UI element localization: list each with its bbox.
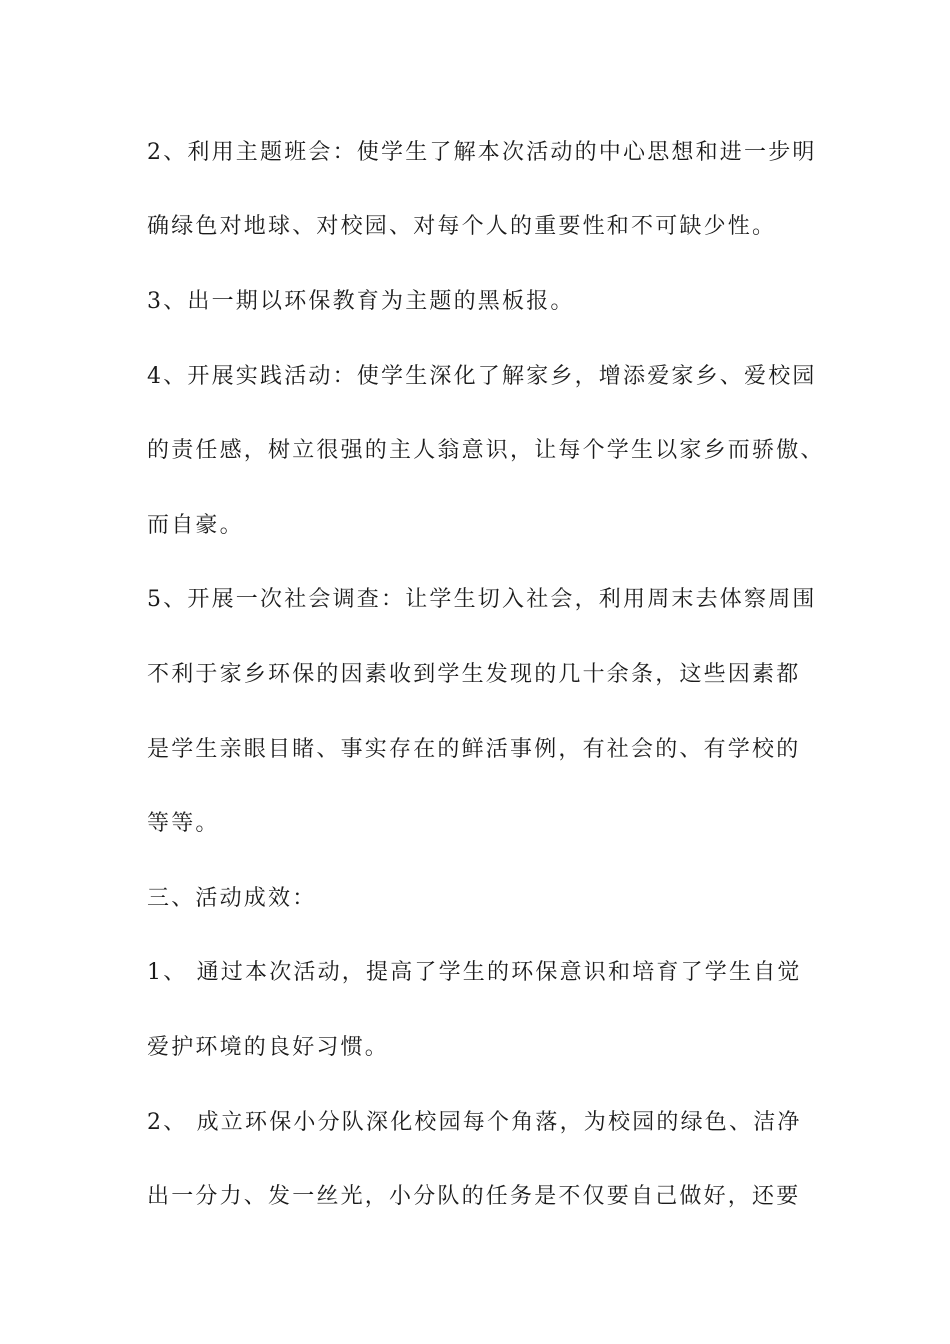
paragraph-line: 是学生亲眼目睹、事实存在的鲜活事例，有社会的、有学校的 xyxy=(147,737,801,762)
paragraph-line: 3、出一期以环保教育为主题的黑板报。 xyxy=(147,289,575,314)
paragraph-line: 5、开展一次社会调查：让学生切入社会，利用周末去体察周围 xyxy=(147,587,817,612)
paragraph-line: 不利于家乡环保的因素收到学生发现的几十余条，这些因素都 xyxy=(147,662,801,687)
paragraph-line: 2、 成立环保小分队深化校园每个角落，为校园的绿色、洁净 xyxy=(147,1110,802,1135)
paragraph-line: 出一分力、发一丝光，小分队的任务是不仅要自己做好，还要 xyxy=(147,1184,801,1209)
paragraph-line: 1、 通过本次活动，提高了学生的环保意识和培育了学生自觉 xyxy=(147,960,802,985)
paragraph-line: 等等。 xyxy=(147,811,220,836)
paragraph-line: 而自豪。 xyxy=(147,513,244,538)
paragraph-line: 4、开展实践活动：使学生深化了解家乡，增添爱家乡、爱校园 xyxy=(147,364,817,389)
paragraph-line: 确绿色对地球、对校园、对每个人的重要性和不可缺少性。 xyxy=(147,214,777,239)
section-heading: 三、活动成效： xyxy=(147,886,317,911)
paragraph-line: 爱护环境的良好习惯。 xyxy=(147,1035,390,1060)
paragraph-line: 2、利用主题班会：使学生了解本次活动的中心思想和进一步明 xyxy=(147,140,817,165)
paragraph-line: 的责任感，树立很强的主人翁意识，让每个学生以家乡而骄傲、 xyxy=(147,438,825,463)
